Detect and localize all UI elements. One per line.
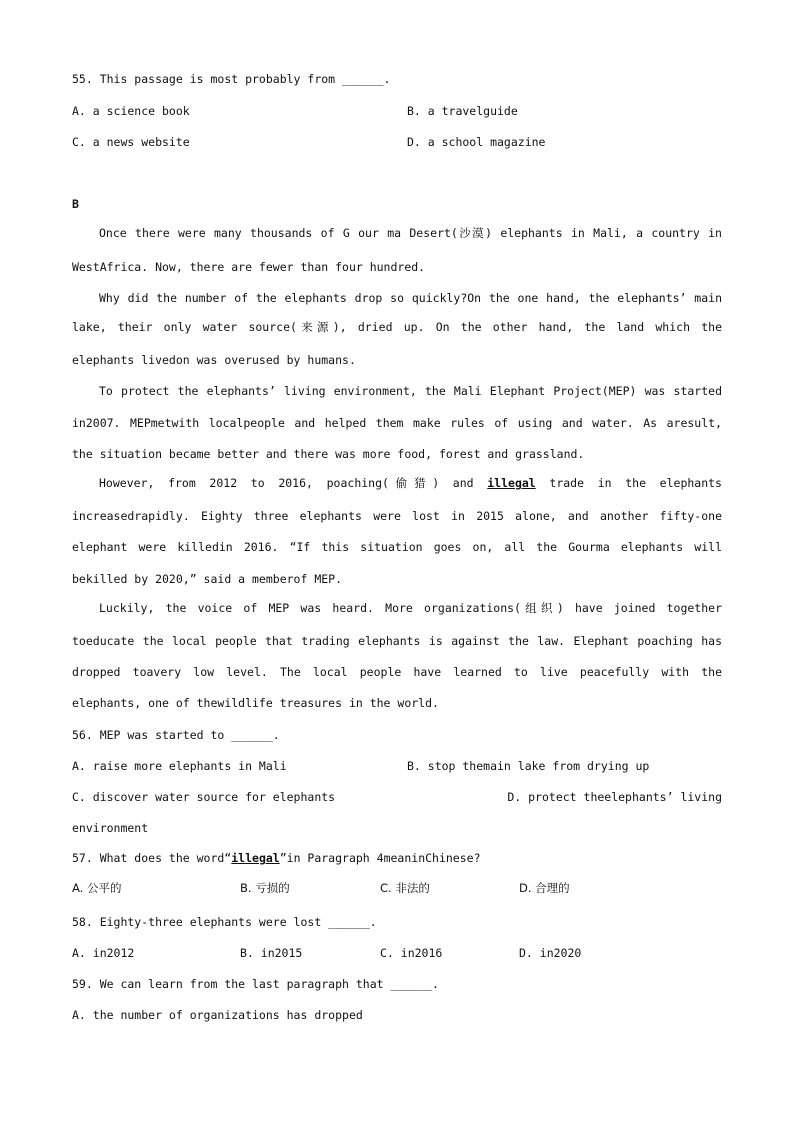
- passage-p4-line2: increasedrapidly. Eighty three elephants were lost in 2015 alone, and another fifty-one: [72, 509, 722, 523]
- q57-option-d: D. 合理的: [519, 881, 570, 895]
- q55-option-c: C. a news website: [72, 135, 190, 149]
- q58-stem: 58. Eighty-three elephants were lost ______.: [72, 915, 377, 929]
- q58-option-c: C. in2016: [380, 946, 443, 960]
- illegal-word: illegal: [487, 476, 536, 490]
- passage-p1-line2: WestAfrica. Now, there are fewer than four hundred.: [72, 260, 426, 274]
- passage-p4-line3: elephant were killedin 2016. “If this situation goes on, all the Gourma elephants will: [72, 540, 722, 554]
- passage-p4-line4: bekilled by 2020,” said a memberof MEP.: [72, 572, 343, 586]
- q56-option-c: C. discover water source for elephants: [72, 790, 336, 804]
- q57-option-c: C. 非法的: [380, 881, 430, 895]
- q57-option-a: A. 公平的: [72, 881, 122, 895]
- q57-stem-after: ”in Paragraph 4meaninChinese?: [279, 851, 481, 865]
- passage-p4-line1: [99, 476, 722, 490]
- q55-option-b: B. a travelguide: [407, 104, 518, 118]
- q58-option-a: A. in2012: [72, 946, 135, 960]
- passage-p2-line2: lake, their only water source(来源), dried up. On the other hand, the land which the: [72, 320, 722, 334]
- passage-p5-line3: dropped toavery low level. The local people have learned to live peacefully with the: [72, 665, 722, 679]
- passage-p3-line3: the situation became better and there was more food, forest and grassland.: [72, 447, 585, 461]
- q59-stem: 59. We can learn from the last paragraph that ______.: [72, 977, 439, 991]
- passage-p2-line1: Why did the number of the elephants drop so quickly?On the one hand, the elephants’ main: [99, 291, 722, 305]
- passage-p3-line1: To protect the elephants’ living environment, the Mali Elephant Project(MEP) was started: [99, 384, 722, 398]
- q56-stem: 56. MEP was started to ______.: [72, 728, 280, 742]
- passage-p5-line2: toeducate the local people that trading elephants is against the law. Elephant poaching has: [72, 634, 722, 648]
- section-label: B: [72, 197, 79, 211]
- q58-option-d: D. in2020: [519, 946, 582, 960]
- passage-p3-line2: in2007. MEPmetwith localpeople and helped them make rules of using and water. As aresult,: [72, 416, 722, 430]
- q58-option-b: B. in2015: [240, 946, 303, 960]
- q55-option-d: D. a school magazine: [407, 135, 546, 149]
- passage-p5-line4: elephants, one of thewildlife treasures in the world.: [72, 696, 439, 710]
- p4-line1-before: However, from 2012 to 2016, poaching(偷猎) and: [99, 476, 474, 490]
- p4-line1-after: trade in the elephants: [549, 476, 722, 490]
- q56-option-b: B. stop themain lake from drying up: [407, 759, 650, 773]
- passage-p5-line1: Luckily, the voice of MEP was heard. More organizations(组织) have joined together: [99, 601, 722, 615]
- passage-p1-line1: Once there were many thousands of G our ma Desert(沙漠) elephants in Mali, a country in: [99, 226, 722, 240]
- q57-option-b: B. 亏损的: [240, 881, 290, 895]
- passage-p2-line3: elephants livedon was overused by humans.: [72, 353, 356, 367]
- q55-stem: 55. This passage is most probably from ______.: [72, 72, 391, 86]
- q55-option-a: A. a science book: [72, 104, 190, 118]
- q56-option-a: A. raise more elephants in Mali: [72, 759, 287, 773]
- q56-option-d-line1: D. protect theelephants’ living: [507, 790, 722, 804]
- q57-stem-before: 57. What does the word“: [72, 851, 232, 865]
- q57-stem: [72, 851, 481, 865]
- q59-option-a: A. the number of organizations has dropped: [72, 1008, 363, 1022]
- q56-option-d-line2: environment: [72, 821, 149, 835]
- q57-illegal-word: illegal: [231, 851, 280, 865]
